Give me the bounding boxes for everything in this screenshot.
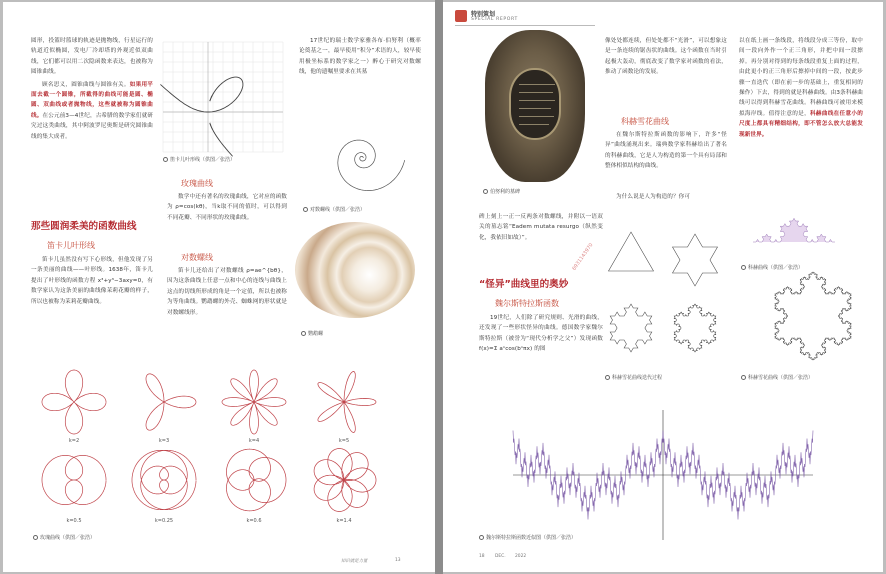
rose-curve-2: [146, 374, 196, 430]
page-stamp: 6931143970: [571, 242, 595, 272]
rose-label-top-3: k=4: [248, 438, 260, 444]
subheading-rose: 玫瑰曲线: [181, 179, 213, 188]
rose-label-top-2: k=3: [158, 438, 170, 444]
caption-log-spiral: 对数螺线（供图／张浩）: [303, 206, 365, 213]
rose-label-top-4: k=5: [338, 438, 350, 444]
bernoulli-tomb-photo: [485, 30, 585, 182]
koch-figures: [603, 220, 863, 360]
rose-label-bottom-2: k=0.25: [154, 518, 174, 524]
rose-curve-1: [42, 370, 106, 434]
header-divider: [455, 25, 595, 26]
right-col2-text: 像处处都连续，但处处都不“光滑”，可以想象这是一条连续的锯齿状的曲线。这个函数在当时引起极大轰动，彻底改变了数学家对函数的看法，推动了函数论的发展。: [605, 38, 727, 76]
intro-paragraph: 圆形，投篮时篮球的轨迹是抛物线，行星运行的轨道近似椭圆，发电厂冷却塔的外观近似双曲线，它们都可以用二次隐函数来表达，也被称为圆锥曲线。: [31, 38, 153, 76]
footer-month: DEC.: [495, 554, 506, 559]
left-col1-text: [31, 36, 153, 142]
weierstrass-plot: [513, 410, 813, 540]
subheading-cartesian-leaf: 笛卡儿叶形线: [47, 241, 95, 250]
header-column-en: SPECIAL REPORT: [471, 17, 518, 22]
weierstrass-text: 19世纪，人们除了研究规则、光滑的曲线，还发现了一些形状怪异的曲线。德国数学家魏尔斯特拉斯（被誉为“现代分析学之父”）发现函数 f(x)=Σ aⁿcos(bⁿπx) 的图: [479, 315, 603, 353]
koch-curve-strip: [753, 218, 835, 242]
rose-curve-7: [226, 449, 286, 511]
caption-tomb: 伯努利的墓碑: [483, 188, 520, 195]
caption-nautilus: 鹦鹉螺: [301, 330, 323, 337]
koch-question: 为什么说是人为构造的？你可: [616, 194, 691, 200]
koch-snowflake: [775, 272, 851, 360]
log-spiral-text: 笛卡儿还给出了对数螺线 ρ=ae^{bθ}，因为这条曲线上任意一点和中心的连线与曲线上这点的切线所形成的角是一个定值，所以也被称为等角曲线。鹦鹉螺的外壳、蜘蛛网的形状就是对数螺线形。: [167, 268, 287, 316]
rose-curve-6: [132, 450, 196, 509]
rose-curve-5: [42, 455, 106, 504]
section-heading-smooth-curves: 那些圆润柔美的函数曲线: [31, 221, 137, 232]
nautilus-photo: [295, 222, 415, 318]
footer-right-page-number: 18: [479, 554, 485, 559]
column-logo-icon: [455, 10, 467, 22]
footer-page-number: 13: [395, 558, 401, 563]
conic-highlight: 如果用平面去截一个圆锥，所截得的曲线可能是圆、椭圆、双曲线或者抛物线，这些就被称为圆锥曲线。: [31, 81, 153, 119]
footer-magazine-name: 知识就是力量: [341, 559, 368, 564]
right-page: [443, 2, 883, 572]
caption-koch-curve: 科赫曲线（供图／张浩）: [741, 264, 803, 271]
right-col3-text: 以在纸上画一条线段，将线段分成三等份，取中间一段向外作一个正三角形，并把中间一段擦掉。再分别对得到的每条线段重复上面的过程，由此更小的正三角形后擦掉中间的一段，按此步骤一直迭代（即在前一步的基础上，重复相同的操作）下去，得到的就是科赫曲线。由3条科赫曲线可以得到科赫雪花曲线。科赫曲线可被用来模拟海岸线。值得注意的是，科赫曲线在任意小的尺度上都具有精细结构，即不管怎么放大总能发现新世界。: [739, 38, 863, 138]
koch-iteration-1: [673, 234, 718, 286]
caption-koch-snowflake: 科赫雪花曲线（供图／张浩）: [741, 374, 813, 381]
rose-text: 数学中还有著名的玫瑰曲线，它对应的函数为 ρ=cos(kθ)，当k取不同的值时，可以得到不同花瓣、不同形状的玫瑰曲线。: [167, 194, 287, 221]
caption-folium: 笛卡儿叶形线（供图／张浩）: [163, 156, 235, 163]
folium-plot: [163, 42, 283, 152]
rose-curve-4: [318, 372, 376, 433]
conic-paragraph: 顾名思义，圆锥曲线与圆锥有关。如果用平面去截一个圆锥，所截得的曲线可能是圆、椭圆、双曲线或者抛物线，这些就被称为圆锥曲线。在公元前3—4世纪，古希腊的数学家们就研究过这类曲线，其中阿波罗尼奥斯是研究圆锥曲线的集大成者。: [31, 81, 154, 140]
koch-iteration-0: [609, 232, 654, 271]
subheading-weierstrass: 魏尔斯特拉斯函数: [495, 299, 559, 308]
koch-iteration-2: [610, 304, 652, 352]
caption-weierstrass: 魏尔斯特拉斯函数近似图（供图／张浩）: [479, 534, 576, 541]
footer-year: 2022: [515, 554, 527, 559]
tomb-inscription-area: [509, 68, 561, 140]
epitaph-text: 碑上刻上一正一反两条对数螺线，并附以一语双关的墓志铭“Eadem mutata resurgo（纵然变化，我依旧如故）”。: [479, 214, 603, 241]
koch-highlight: 科赫曲线在任意小的尺度上都具有精细结构，即不管怎么放大总能发现新世界。: [739, 110, 863, 138]
rose-label-bottom-4: k=1.4: [336, 518, 352, 524]
header-column-cn: 特别策划: [471, 11, 496, 18]
log-spiral-curve: [338, 140, 405, 191]
folium-curve: [160, 77, 243, 156]
caption-koch-iteration: 科赫雪花曲线迭代过程: [605, 374, 662, 381]
rose-curve-3: [222, 370, 286, 434]
koch-iteration-3: [674, 304, 716, 352]
cartesian-leaf-text: 笛卡儿虽然没有写下心形线，但他发现了另一条美丽的曲线——叶形线。1638年，笛卡儿提出了叶形线的函数方程 x³+y³−3axy=0，有数学家认为这条美丽的曲线像茉莉花瓣的样子，所以也被称为茉莉花瓣曲线。: [31, 257, 153, 305]
left-col3-text: 17世纪的瑞士数学家雅各布·伯努利（概率论奠基之一，最早使用“积分”术语的人，较早使用极坐标系的数学家之一）醉心于研究对数螺线，他的遗嘱里要求在其墓: [299, 38, 421, 76]
subheading-koch: 科赫雪花曲线: [621, 117, 669, 126]
log-spiral-plot: [307, 112, 417, 204]
page-gutter: [435, 0, 443, 574]
section-heading-strange-curves: “怪异”曲线里的奥妙: [479, 279, 569, 290]
rose-label-top-1: k=2: [68, 438, 80, 444]
subheading-log-spiral: 对数螺线: [181, 253, 213, 262]
left-page: [3, 2, 435, 572]
rose-curve-8: [314, 449, 376, 512]
koch-text: 在魏尔斯特拉斯函数的影响下，许多“怪异”曲线涌现出来。瑞典数学家科赫给出了著名的科赫曲线，它是人为构造的第一个具有局部和整体相似结构的曲线。: [605, 132, 727, 170]
rose-label-bottom-3: k=0.6: [246, 518, 262, 524]
rose-label-bottom-1: k=0.5: [66, 518, 82, 524]
caption-rose: 玫瑰曲线（供图／张浩）: [33, 534, 95, 541]
